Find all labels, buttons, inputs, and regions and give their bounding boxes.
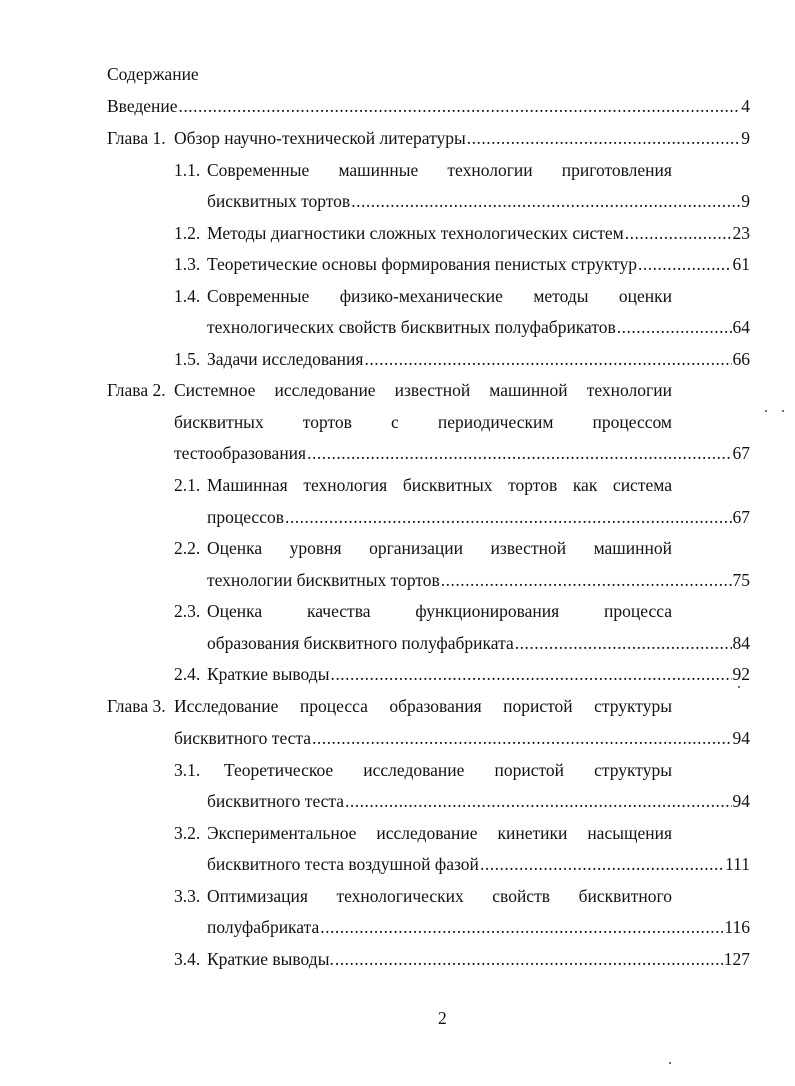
- word: Современные: [207, 286, 310, 306]
- word: пористой: [494, 760, 565, 780]
- toc-leader-dots: [335, 949, 723, 969]
- word: технологических: [336, 886, 464, 906]
- toc-entry-s3-4: [207, 949, 750, 969]
- toc-entry-label: технологических свойств бисквитных полуфабрикатов: [207, 317, 616, 337]
- toc-entry-ch3: [174, 728, 750, 748]
- section-number: 2.2.: [174, 538, 201, 558]
- word: насыщения: [587, 823, 672, 843]
- scan-speck: [738, 686, 740, 688]
- toc-leader-dots: [312, 728, 731, 748]
- word: Оценка: [207, 538, 263, 558]
- toc-leader-dots: [307, 443, 731, 463]
- section-number: 1.3.: [174, 254, 201, 274]
- toc-page-ref: 64: [732, 317, 750, 337]
- word: периодическим: [437, 412, 554, 432]
- word: процесса: [299, 696, 368, 716]
- toc-entry-line: [207, 601, 672, 621]
- word: исследование: [274, 380, 376, 400]
- page-number: 2: [438, 1008, 447, 1028]
- toc-page-ref: 67: [732, 443, 750, 463]
- section-number: 2.3.: [174, 601, 201, 621]
- toc-entry-s2-4: [207, 664, 750, 684]
- toc-leader-dots: [330, 664, 731, 684]
- toc-entry-line: [224, 760, 672, 780]
- toc-entry-s1-3: [207, 254, 750, 274]
- toc-entry-line: [174, 412, 672, 432]
- word: свойств: [492, 886, 550, 906]
- toc-entry-s1-4: [207, 317, 750, 337]
- toc-entry-ch2: [174, 443, 750, 463]
- scan-speck: [669, 1062, 671, 1064]
- word: функционирования: [415, 601, 560, 621]
- toc-leader-dots: [467, 128, 740, 148]
- toc-entry-label: Обзор научно-технической литературы: [174, 128, 466, 148]
- toc-page-ref: 66: [732, 349, 750, 369]
- toc-leader-dots: [320, 917, 723, 937]
- word: Машинная: [207, 475, 288, 495]
- word: структуры: [594, 696, 672, 716]
- word: известной: [490, 538, 567, 558]
- toc-leader-dots: [351, 191, 740, 211]
- toc-entry-line: [207, 886, 672, 906]
- chapter-prefix: Глава 1.: [107, 128, 166, 148]
- toc-entry-label: образования бисквитного полуфабриката: [207, 633, 514, 653]
- section-number: 3.4.: [174, 949, 201, 969]
- toc-entry-s1-5: [207, 349, 750, 369]
- toc-entry-label: полуфабриката: [207, 917, 320, 937]
- section-number: 1.2.: [174, 223, 201, 243]
- toc-leader-dots: [364, 349, 731, 369]
- toc-page-ref: 9: [741, 128, 750, 148]
- word: приготовления: [561, 160, 672, 180]
- toc-entry-label: бисквитного теста воздушной фазой: [207, 854, 479, 874]
- word: уровня: [289, 538, 342, 558]
- word: физико-механические: [339, 286, 503, 306]
- toc-page-ref: 67: [732, 507, 750, 527]
- toc-page-ref: 23: [732, 223, 750, 243]
- toc-entry-s2-1: [207, 507, 750, 527]
- section-number: 3.2.: [174, 823, 201, 843]
- section-number: 3.3.: [174, 886, 201, 906]
- toc-leader-dots: [179, 96, 741, 116]
- toc-entry-label: бисквитного теста: [207, 791, 345, 811]
- word: Экспериментальное: [207, 823, 357, 843]
- chapter-prefix: Глава 3.: [107, 696, 166, 716]
- word: технологии: [447, 160, 533, 180]
- toc-entry-s2-3: [207, 633, 750, 653]
- toc-entry-label: тестообразования: [174, 443, 307, 463]
- toc-entry-line: [207, 160, 672, 180]
- toc-entry-s1-2: [207, 223, 750, 243]
- toc-entry-line: [207, 286, 672, 306]
- word: Исследование: [174, 696, 279, 716]
- toc-entry-line: [207, 475, 672, 495]
- toc-entry-label: Краткие выводы.: [207, 949, 334, 969]
- section-number: 2.1.: [174, 475, 201, 495]
- section-number: 3.1.: [174, 760, 201, 780]
- word: исследование: [376, 823, 478, 843]
- section-number: 1.5.: [174, 349, 201, 369]
- word: структуры: [594, 760, 672, 780]
- section-number: 1.1.: [174, 160, 201, 180]
- toc-leader-dots: [285, 507, 732, 527]
- toc-entry-s3-2: [207, 854, 750, 874]
- section-number: 1.4.: [174, 286, 201, 306]
- word: качества: [306, 601, 371, 621]
- toc-entry-line: [174, 380, 672, 400]
- toc-page-ref: 111: [725, 854, 750, 874]
- toc-page-ref: 75: [732, 570, 750, 590]
- toc-leader-dots: [638, 254, 731, 274]
- word: как: [572, 475, 598, 495]
- scan-speck: [765, 410, 767, 412]
- toc-entry-label: технологии бисквитных тортов: [207, 570, 440, 590]
- toc-entry-intro: [107, 96, 750, 116]
- word: технология: [303, 475, 388, 495]
- toc-entry-label: Введение: [107, 96, 178, 116]
- toc-page-ref: 94: [732, 728, 750, 748]
- toc-entry-line: [207, 538, 672, 558]
- toc-entry-s1-1: [207, 191, 750, 211]
- word: исследование: [363, 760, 465, 780]
- toc-entry-label: Методы диагностики сложных технологических систем: [207, 223, 624, 243]
- word: пористой: [503, 696, 573, 716]
- toc-entry-line: [174, 696, 672, 716]
- toc-page-ref: 61: [732, 254, 750, 274]
- word: тортов: [508, 475, 558, 495]
- word: бисквитного: [578, 886, 672, 906]
- toc-entry-s2-2: [207, 570, 750, 590]
- toc-entry-label: Теоретические основы формирования пенистых структур: [207, 254, 638, 274]
- word: тортов: [302, 412, 352, 432]
- toc-leader-dots: [345, 791, 731, 811]
- word: методы: [533, 286, 589, 306]
- word: образования: [389, 696, 482, 716]
- toc-entry-label: процессов: [207, 507, 284, 527]
- word: бисквитных: [402, 475, 493, 495]
- toc-leader-dots: [441, 570, 732, 590]
- toc-page-ref: 92: [732, 664, 750, 684]
- word: оценки: [618, 286, 672, 306]
- toc-entry-label: бисквитного теста: [174, 728, 312, 748]
- word: с: [391, 412, 399, 432]
- word: машинной: [593, 538, 672, 558]
- toc-page-ref: 84: [732, 633, 750, 653]
- toc-leader-dots: [625, 223, 732, 243]
- word: бисквитных: [174, 412, 264, 432]
- chapter-prefix: Глава 2.: [107, 380, 166, 400]
- word: Оценка: [207, 601, 263, 621]
- scan-speck: [782, 410, 784, 412]
- toc-page-ref: 9: [741, 191, 750, 211]
- section-number: 2.4.: [174, 664, 201, 684]
- toc-entry-label: бисквитных тортов: [207, 191, 351, 211]
- toc-entry-label: Задачи исследования: [207, 349, 364, 369]
- toc-page-ref: 116: [724, 917, 750, 937]
- toc-page-ref: 127: [723, 949, 750, 969]
- toc-entry-s3-1: [207, 791, 750, 811]
- word: известной: [394, 380, 471, 400]
- word: машинной: [489, 380, 568, 400]
- word: Оптимизация: [207, 886, 308, 906]
- toc-entry-line: [207, 823, 672, 843]
- word: процесса: [604, 601, 672, 621]
- word: Современные: [207, 160, 310, 180]
- word: Системное: [174, 380, 256, 400]
- toc-leader-dots: [515, 633, 732, 653]
- word: Теоретическое: [224, 760, 334, 780]
- word: технологии: [586, 380, 672, 400]
- word: система: [612, 475, 672, 495]
- word: машинные: [338, 160, 419, 180]
- toc-leader-dots: [617, 317, 732, 337]
- toc-entry-ch1: [174, 128, 750, 148]
- toc-page-ref: 94: [732, 791, 750, 811]
- word: организации: [369, 538, 464, 558]
- word: процессом: [592, 412, 672, 432]
- toc-page-ref: 4: [741, 96, 750, 116]
- toc-entry-s3-3: [207, 917, 750, 937]
- toc-title: Содержание: [107, 64, 199, 84]
- toc-entry-label: Краткие выводы: [207, 664, 330, 684]
- toc-leader-dots: [480, 854, 724, 874]
- word: кинетики: [497, 823, 568, 843]
